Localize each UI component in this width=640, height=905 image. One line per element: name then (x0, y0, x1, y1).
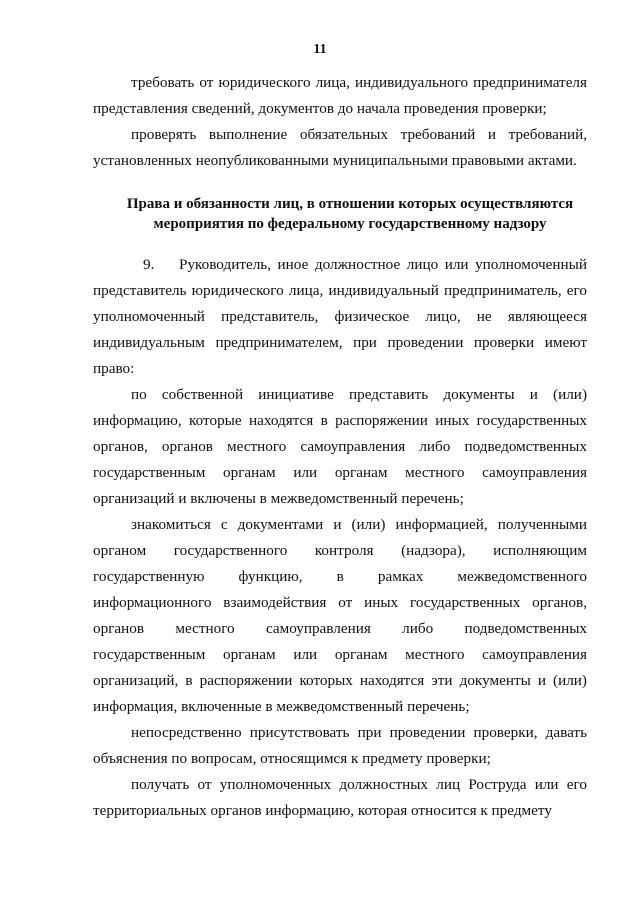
page-number: 11 (313, 42, 327, 57)
paragraph-check-requirements: проверять выполнение обязательных требований и требований, установленных неопубликованными муниципальными правовыми актами. (93, 126, 587, 169)
paragraph-right-be-present: непосредственно присутствовать при проведении проверки, давать объяснения по вопросам, относящимся к предмету проверки; (93, 724, 587, 767)
section-heading-line-1: Права и обязанности лиц, в отношении которых осуществляются (126, 196, 574, 212)
paragraph-right-receive-information: получать от уполномоченных должностных лиц Роструда или его территориальных органов информацию, которая относится к предмету (93, 776, 587, 819)
item-9-text: Руководитель, иное должностное лицо или уполномоченный представитель юридического лица, индивидуальный предприниматель, его уполномоченный представитель, физическое лицо, не являющееся индивидуальным предпринимателем, при проведении проверки имеют право: (93, 256, 587, 377)
item-9-paragraph (93, 252, 587, 382)
paragraph-right-review-documents: знакомиться с документами и (или) информацией, полученными органом государственного контроля (надзора), исполняющим государственную функцию, в рамках межведомственного информационного взаимодействия от иных государственных органов, органов местного самоуправления либо подведомственных государственным органам или органам местного самоуправления организаций, в распоряжении которых находятся эти документы и (или) информация, включенные в межведомственный перечень; (93, 516, 587, 715)
paragraph-demand-documents: требовать от юридического лица, индивидуального предпринимателя представления сведений, документов до начала проведения проверки; (93, 74, 587, 117)
paragraph-right-submit-documents: по собственной инициативе представить документы и (или) информацию, которые находятся в распоряжении иных государственных органов, органов местного самоуправления либо подведомственных государственным органам или органам местного самоуправления организаций и включены в межведомственный перечень; (93, 386, 587, 507)
section-heading-line-2: мероприятия по федеральному государственному надзору (153, 216, 547, 232)
item-9-number: 9. (143, 256, 155, 273)
document-body (93, 70, 587, 824)
section-heading (93, 194, 587, 234)
